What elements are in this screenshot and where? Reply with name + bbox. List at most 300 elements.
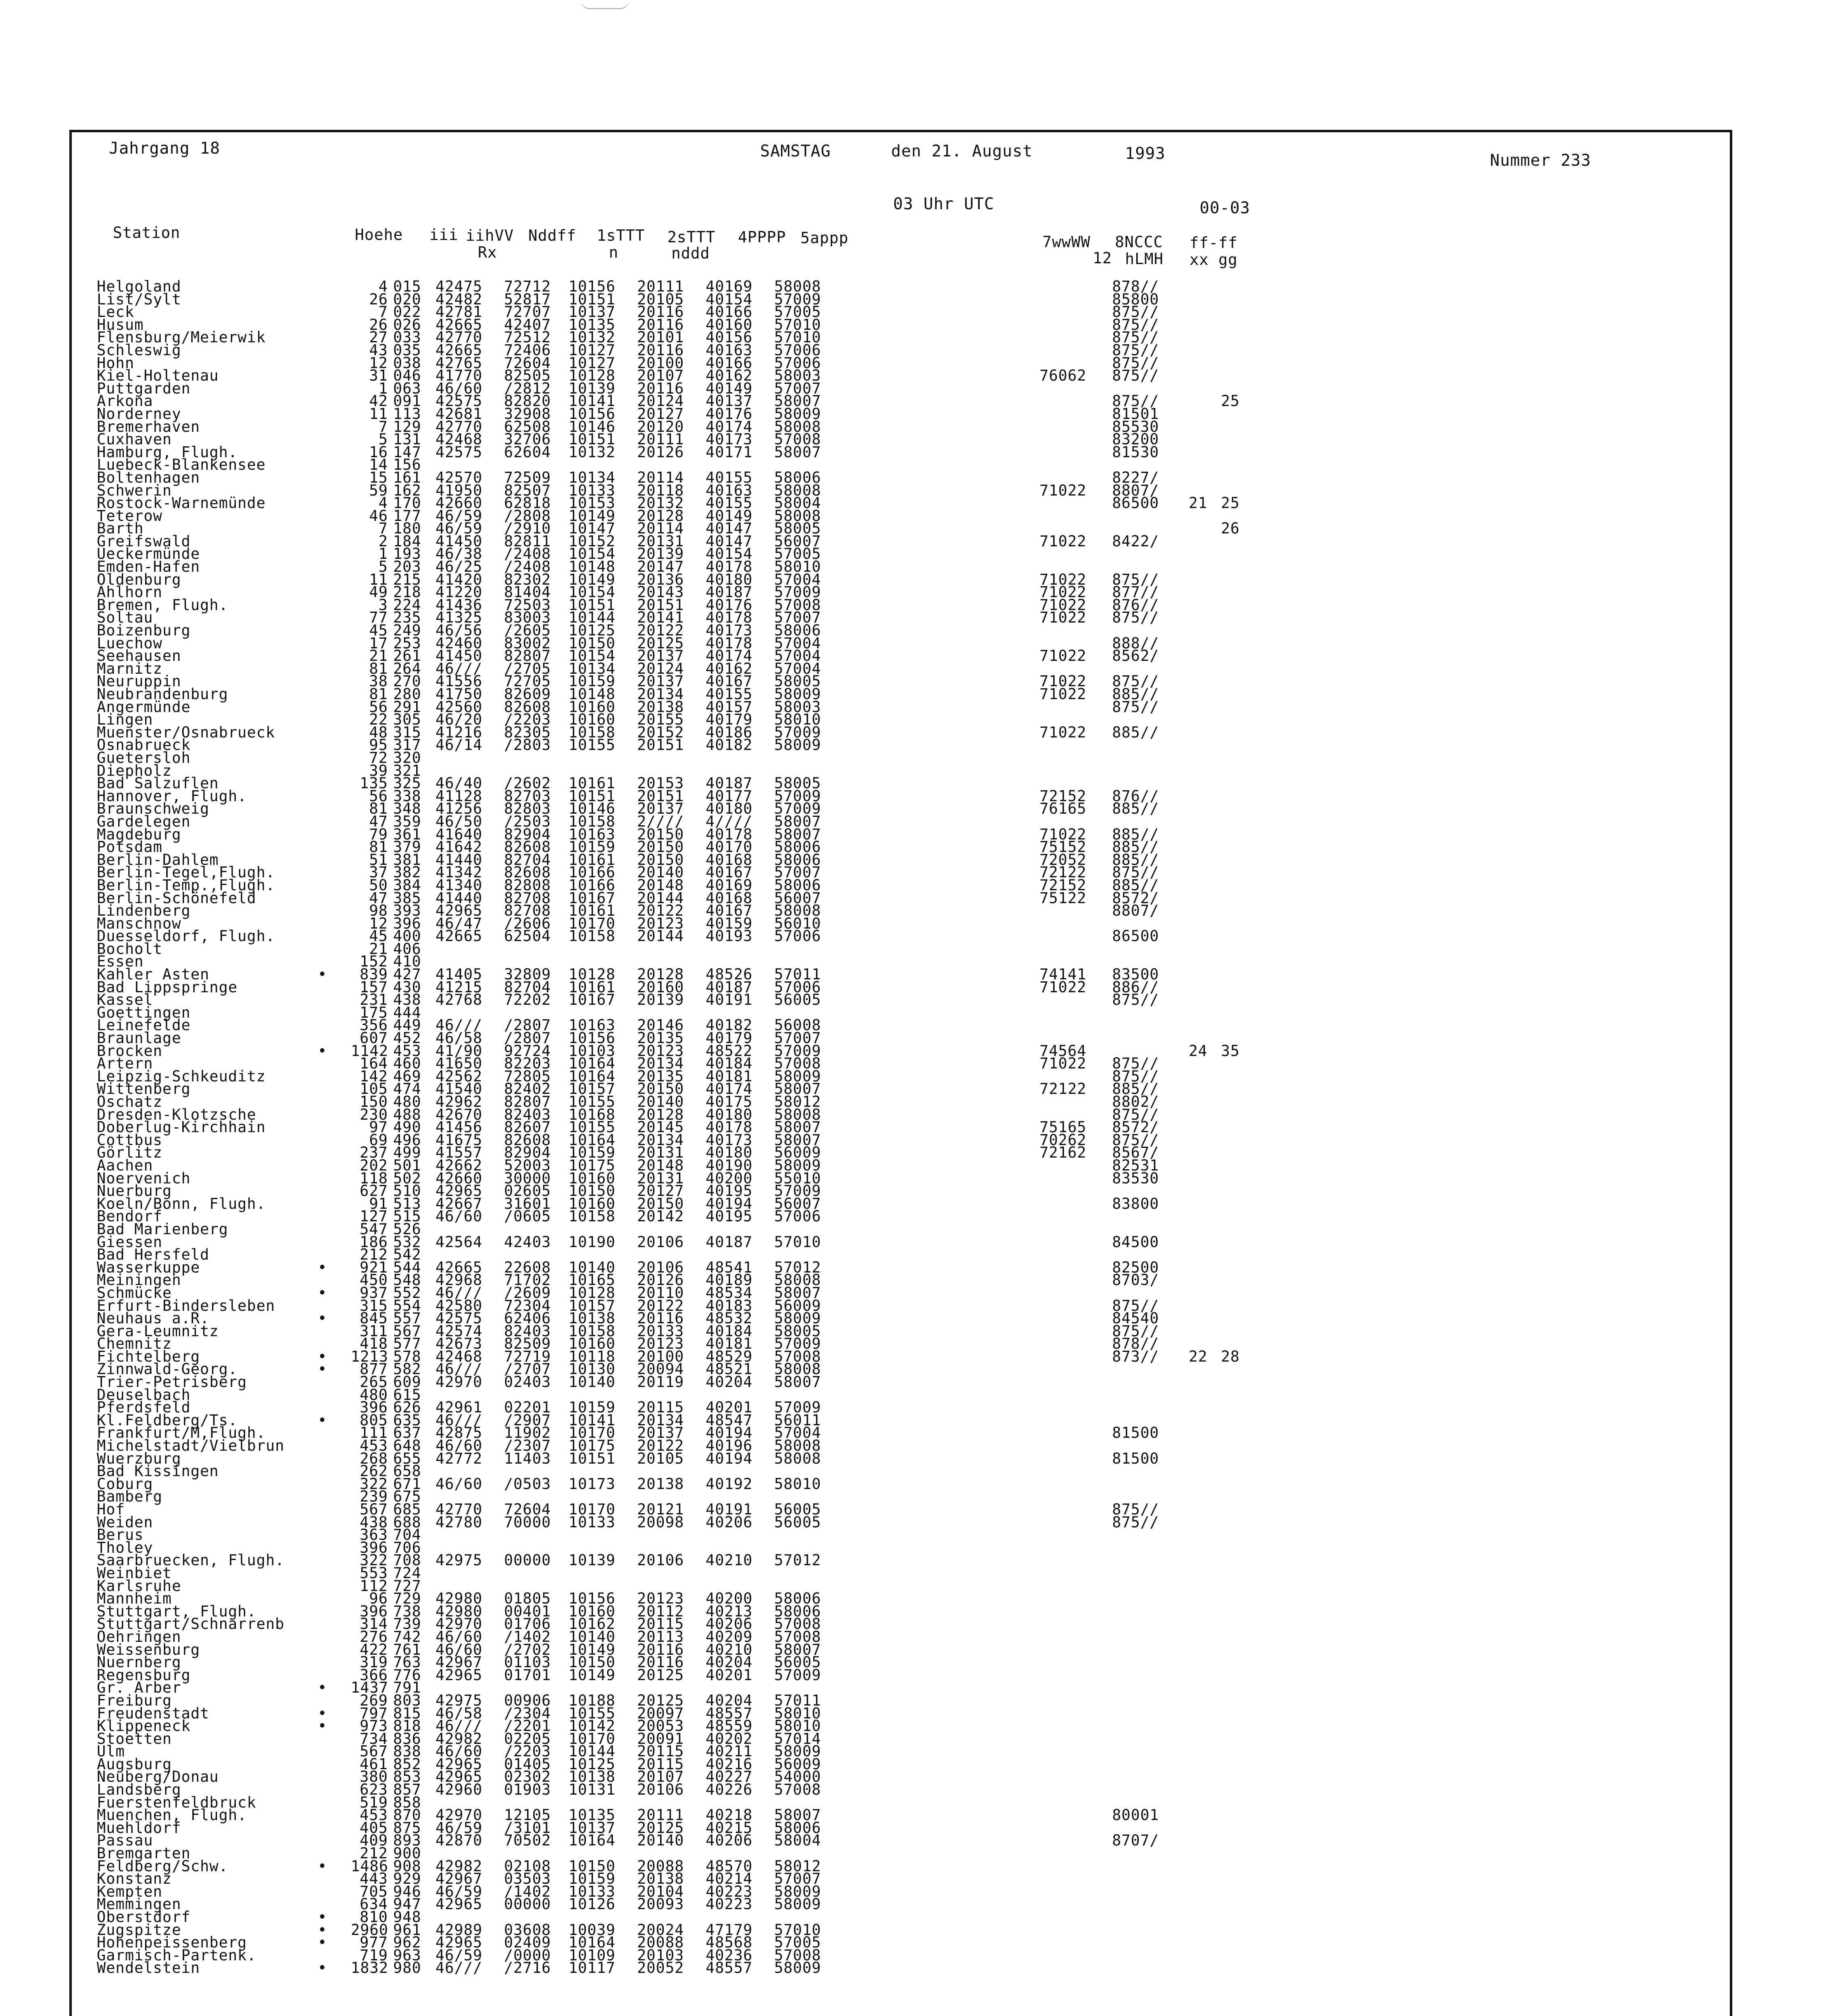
mountain-mark: • <box>318 1284 327 1302</box>
col-2sttt: 2sTTT <box>667 228 716 246</box>
t1-value: 10135 <box>569 316 616 333</box>
station-name: Muehldorf <box>97 1819 181 1837</box>
t2-value: 20110 <box>637 1284 684 1302</box>
height-value: 409 <box>360 1832 388 1849</box>
station-row <box>97 1271 1710 1289</box>
tendency-value: 58003 <box>774 698 821 716</box>
station-name: Saarbruecken, Flugh. <box>97 1552 285 1569</box>
station-id: 224 <box>393 596 421 614</box>
observation-time: 03 Uhr UTC <box>893 195 994 213</box>
station-name: Wendelstein <box>97 1959 200 1977</box>
station-id: 400 <box>393 927 421 945</box>
station-id: 177 <box>393 507 421 525</box>
iihvv-value: 46/60 <box>435 1743 483 1760</box>
t1-value: 10159 <box>569 1399 616 1416</box>
nddff-value: /2503 <box>504 812 551 830</box>
t2-value: 20052 <box>637 1959 684 1977</box>
height-value: 276 <box>360 1628 388 1645</box>
tendency-value: 58007 <box>774 1118 821 1136</box>
tendency-value: 58009 <box>774 685 821 703</box>
t1-value: 10134 <box>569 469 616 486</box>
iihvv-value: 42665 <box>435 927 483 945</box>
station-row <box>97 1730 1710 1747</box>
cloud-code: 885// <box>1112 825 1159 843</box>
pressure-value: 40192 <box>706 1475 753 1493</box>
height-value: 805 <box>360 1411 388 1429</box>
station-id: 361 <box>393 825 421 843</box>
station-row <box>97 1462 1710 1480</box>
iihvv-value: 41650 <box>435 1055 483 1073</box>
gust-value-2: 28 <box>1221 1347 1240 1365</box>
iihvv-value: 42770 <box>435 1501 483 1518</box>
station-name: Oschatz <box>97 1093 162 1110</box>
station-id: 836 <box>393 1730 421 1747</box>
t2-value: 20137 <box>637 647 684 665</box>
station-name: Bad Marienberg <box>97 1220 228 1238</box>
nddff-value: 52003 <box>504 1156 551 1174</box>
station-name: Schleswig <box>97 341 181 359</box>
station-id: 381 <box>393 851 421 868</box>
height-value: 45 <box>369 622 388 639</box>
t1-value: 10159 <box>569 838 616 856</box>
pressure-value: 40176 <box>706 596 753 614</box>
t1-value: 10190 <box>569 1233 616 1251</box>
col-2sttt-sub: nddd <box>671 244 710 262</box>
station-name: Nuerburg <box>97 1182 172 1200</box>
nddff-value: 82708 <box>504 902 551 920</box>
nddff-value: 02108 <box>504 1857 551 1875</box>
station-id: 948 <box>393 1908 421 1926</box>
pressure-value: 40216 <box>706 1755 753 1773</box>
t2-value: 20107 <box>637 367 684 385</box>
t2-value: 20136 <box>637 571 684 588</box>
tendency-value: 58009 <box>774 1743 821 1760</box>
t1-value: 10150 <box>569 1654 616 1671</box>
tendency-value: 58008 <box>774 1271 821 1289</box>
cloud-code: 875// <box>1112 1513 1159 1531</box>
station-id: 724 <box>393 1564 421 1582</box>
nddff-value: 82608 <box>504 698 551 716</box>
pressure-value: 40204 <box>706 1691 753 1709</box>
mountain-mark: • <box>318 966 327 983</box>
cloud-code: 885// <box>1112 723 1159 741</box>
t2-value: 20123 <box>637 1590 684 1608</box>
nddff-value: 02302 <box>504 1768 551 1786</box>
t1-value: 10156 <box>569 1590 616 1608</box>
height-value: 81 <box>369 800 388 818</box>
station-name: Görlitz <box>97 1144 162 1162</box>
nddff-value: 01103 <box>504 1654 551 1671</box>
station-row <box>97 290 1710 308</box>
station-table <box>97 278 1710 1977</box>
station-name: Schwerin <box>97 481 172 499</box>
nddff-value: 00906 <box>504 1691 551 1709</box>
nddff-value: 82703 <box>504 787 551 805</box>
station-id: 384 <box>393 876 421 894</box>
cloud-code: 875// <box>1112 329 1159 346</box>
iihvv-value: 41450 <box>435 532 483 550</box>
iihvv-value: 42772 <box>435 1450 483 1467</box>
station-row <box>97 1921 1710 1939</box>
height-value: 48 <box>369 723 388 741</box>
nddff-value: 72719 <box>504 1347 551 1365</box>
iihvv-value: 42962 <box>435 1093 483 1110</box>
height-value: 356 <box>360 1016 388 1034</box>
station-id: 261 <box>393 647 421 665</box>
weather-code: 70262 <box>1040 1131 1087 1149</box>
t2-value: 20088 <box>637 1857 684 1875</box>
nddff-value: 92724 <box>504 1042 551 1060</box>
station-id: 962 <box>393 1934 421 1951</box>
height-value: 15 <box>369 469 388 486</box>
station-row <box>97 1055 1710 1073</box>
station-row <box>97 418 1710 435</box>
t2-value: 20138 <box>637 1475 684 1493</box>
tendency-value: 56010 <box>774 914 821 932</box>
tendency-value: 58003 <box>774 367 821 385</box>
height-value: 17 <box>369 634 388 652</box>
col-ff: ff-ff <box>1190 234 1238 252</box>
station-id: 091 <box>393 392 421 410</box>
nddff-value: 01706 <box>504 1615 551 1633</box>
station-row <box>97 685 1710 703</box>
pressure-value: 40227 <box>706 1768 753 1786</box>
height-value: 734 <box>360 1730 388 1747</box>
station-id: 857 <box>393 1781 421 1799</box>
station-row <box>97 1602 1710 1620</box>
tendency-value: 58006 <box>774 851 821 868</box>
station-row <box>97 777 1710 790</box>
height-value: 2 <box>378 532 388 550</box>
tendency-value: 56007 <box>774 1195 821 1212</box>
pressure-value: 40177 <box>706 787 753 805</box>
height-value: 705 <box>360 1883 388 1900</box>
station-row <box>97 1297 1710 1314</box>
tendency-value: 57006 <box>774 1208 821 1225</box>
pressure-value: 40178 <box>706 1118 753 1136</box>
pressure-value: 40204 <box>706 1373 753 1391</box>
nddff-value: /0000 <box>504 1946 551 1964</box>
station-name: Leinefelde <box>97 1016 191 1034</box>
t2-value: 20122 <box>637 1437 684 1455</box>
nddff-value: 72509 <box>504 469 551 486</box>
station-name: Hohenpeissenberg <box>97 1934 247 1951</box>
station-id: 162 <box>393 481 421 499</box>
iihvv-value: 42765 <box>435 354 483 372</box>
tendency-value: 58008 <box>774 481 821 499</box>
tendency-value: 58009 <box>774 736 821 754</box>
station-id: 510 <box>393 1182 421 1200</box>
tendency-value: 56011 <box>774 1411 821 1429</box>
t1-value: 10188 <box>569 1691 616 1709</box>
weather-code: 76062 <box>1040 367 1087 385</box>
t2-value: 20153 <box>637 775 684 792</box>
pressure-value: 48568 <box>706 1934 753 1951</box>
station-name: Noervenich <box>97 1169 191 1187</box>
iihvv-value: 41540 <box>435 1080 483 1098</box>
station-id: 382 <box>393 864 421 881</box>
t2-value: 20053 <box>637 1717 684 1735</box>
pressure-value: 40226 <box>706 1781 753 1799</box>
station-id: 449 <box>393 1016 421 1034</box>
tendency-value: 57006 <box>774 927 821 945</box>
station-name: Deuselbach <box>97 1386 191 1404</box>
station-name: Bremen, Flugh. <box>97 596 228 614</box>
station-row <box>97 1095 1710 1108</box>
iihvv-value: 41950 <box>435 481 483 499</box>
height-value: 46 <box>369 507 388 525</box>
t2-value: 20150 <box>637 851 684 868</box>
nddff-value: 72304 <box>504 1297 551 1314</box>
weather-code: 71022 <box>1040 685 1087 703</box>
height-value: 311 <box>360 1322 388 1340</box>
iihvv-value: 41675 <box>435 1131 483 1149</box>
nddff-value: 02205 <box>504 1730 551 1747</box>
nddff-value: 70502 <box>504 1832 551 1849</box>
height-value: 164 <box>360 1055 388 1073</box>
station-id: 552 <box>393 1284 421 1302</box>
nddff-value: 83003 <box>504 609 551 627</box>
station-row <box>97 800 1710 818</box>
t2-value: 20131 <box>637 1169 684 1187</box>
pressure-value: 40168 <box>706 851 753 868</box>
pressure-value: 40156 <box>706 329 753 346</box>
nddff-value: 72202 <box>504 991 551 1009</box>
pressure-value: 40182 <box>706 736 753 754</box>
station-row <box>97 558 1710 576</box>
station-name: Braunlage <box>97 1029 181 1047</box>
station-name: Husum <box>97 316 144 333</box>
station-name: Kempten <box>97 1883 162 1900</box>
height-value: 239 <box>360 1488 388 1506</box>
pressure-value: 40167 <box>706 864 753 881</box>
t2-value: 20137 <box>637 800 684 818</box>
station-name: Wasserkuppe <box>97 1258 200 1276</box>
tendency-value: 58006 <box>774 622 821 639</box>
station-row <box>97 1691 1710 1709</box>
nddff-value: 00401 <box>504 1602 551 1620</box>
station-row <box>97 1118 1710 1136</box>
station-name: Kassel <box>97 991 153 1009</box>
station-row <box>97 1182 1710 1200</box>
height-value: 38 <box>369 673 388 690</box>
iihvv-value: 41450 <box>435 647 483 665</box>
nddff-value: 31601 <box>504 1195 551 1212</box>
station-row <box>97 1452 1710 1465</box>
pressure-value: 40154 <box>706 290 753 308</box>
pressure-value: 40180 <box>706 1106 753 1123</box>
t2-value: 20105 <box>637 290 684 308</box>
tendency-value: 57008 <box>774 1628 821 1645</box>
pressure-value: 40206 <box>706 1832 753 1849</box>
height-value: 81 <box>369 660 388 677</box>
t2-value: 20140 <box>637 1832 684 1849</box>
station-id: 035 <box>393 341 421 359</box>
tendency-value: 58012 <box>774 1093 821 1110</box>
cloud-code: 875// <box>1112 316 1159 333</box>
station-id: 852 <box>393 1755 421 1773</box>
t1-value: 10170 <box>569 1501 616 1518</box>
iihvv-value: 41128 <box>435 787 483 805</box>
station-name: Oehringen <box>97 1628 181 1645</box>
station-id: 515 <box>393 1208 421 1225</box>
t2-value: 20137 <box>637 1424 684 1442</box>
iihvv-value: 42960 <box>435 1781 483 1799</box>
station-name: Konstanz <box>97 1870 172 1888</box>
station-name: Puttgarden <box>97 379 191 397</box>
height-value: 450 <box>360 1271 388 1289</box>
pressure-value: 40201 <box>706 1399 753 1416</box>
nddff-value: 82305 <box>504 723 551 741</box>
pressure-value: 40180 <box>706 1144 753 1162</box>
station-row <box>97 522 1710 535</box>
station-name: Soltau <box>97 609 153 627</box>
t2-value: 20124 <box>637 392 684 410</box>
station-name: Cuxhaven <box>97 431 172 448</box>
station-row <box>97 825 1710 843</box>
station-name: Freiburg <box>97 1691 172 1709</box>
pressure-value: 40211 <box>706 1743 753 1760</box>
tendency-value: 57006 <box>774 354 821 372</box>
tendency-value: 54000 <box>774 1768 821 1786</box>
cloud-code: 875// <box>1112 367 1159 385</box>
pressure-value: 40147 <box>706 520 753 537</box>
nddff-value: 82807 <box>504 1093 551 1110</box>
t2-value: 20134 <box>637 1411 684 1429</box>
t1-value: 10144 <box>569 609 616 627</box>
station-id: 578 <box>393 1347 421 1365</box>
nddff-value: 02605 <box>504 1182 551 1200</box>
tendency-value: 58009 <box>774 1156 821 1174</box>
t1-value: 10157 <box>569 1080 616 1098</box>
station-id: 929 <box>393 1870 421 1888</box>
station-row <box>97 443 1710 461</box>
cloud-code: 86500 <box>1112 494 1159 512</box>
t1-value: 10137 <box>569 303 616 321</box>
t1-value: 10161 <box>569 851 616 868</box>
station-name: Wittenberg <box>97 1080 191 1098</box>
height-value: 845 <box>360 1310 388 1327</box>
t2-value: 20148 <box>637 1156 684 1174</box>
station-name: Bocholt <box>97 940 162 958</box>
station-row <box>97 1717 1710 1735</box>
height-value: 97 <box>369 1118 388 1136</box>
weather-code: 76165 <box>1040 800 1087 818</box>
pressure-value: 40223 <box>706 1895 753 1913</box>
tendency-value: 58008 <box>774 418 821 435</box>
station-row <box>97 953 1710 971</box>
height-value: 11 <box>369 405 388 423</box>
station-row <box>97 1335 1710 1353</box>
pressure-value: 40183 <box>706 1297 753 1314</box>
station-name: Neuberg/Donau <box>97 1768 219 1786</box>
station-row <box>97 1144 1710 1162</box>
station-row <box>97 1246 1710 1264</box>
iihvv-value: 41436 <box>435 596 483 614</box>
t2-value: 20106 <box>637 1233 684 1251</box>
tendency-value: 57006 <box>774 341 821 359</box>
nddff-value: 32908 <box>504 405 551 423</box>
t1-value: 10158 <box>569 1322 616 1340</box>
t2-value: 20135 <box>637 1067 684 1085</box>
pressure-value: 40174 <box>706 1080 753 1098</box>
iihvv-value: 41556 <box>435 673 483 690</box>
station-id: 460 <box>393 1055 421 1073</box>
nddff-value: /2807 <box>504 1016 551 1034</box>
t2-value: 20100 <box>637 1347 684 1365</box>
height-value: 186 <box>360 1233 388 1251</box>
pressure-value: 40162 <box>706 367 753 385</box>
cloud-code: 8802/ <box>1112 1093 1159 1110</box>
station-id: 980 <box>393 1959 421 1977</box>
cloud-code: 81500 <box>1112 1424 1159 1442</box>
station-name: Kl.Feldberg/Ts. <box>97 1411 238 1429</box>
station-row <box>97 876 1710 894</box>
height-value: 453 <box>360 1806 388 1824</box>
station-id: 379 <box>393 838 421 856</box>
station-name: Mannheim <box>97 1590 172 1608</box>
nddff-value: 82302 <box>504 571 551 588</box>
weather-code: 75165 <box>1040 1118 1087 1136</box>
station-id: 131 <box>393 431 421 448</box>
station-id: 129 <box>393 418 421 435</box>
station-name: Gera-Leumnitz <box>97 1322 219 1340</box>
station-name: Klippeneck <box>97 1717 191 1735</box>
station-name: Regensburg <box>97 1666 191 1684</box>
pressure-value: 40169 <box>706 278 753 295</box>
station-row <box>97 1908 1710 1926</box>
station-name: Helgoland <box>97 278 181 295</box>
station-id: 410 <box>393 953 421 971</box>
nddff-value: /0503 <box>504 1475 551 1493</box>
station-row <box>97 968 1710 981</box>
t1-value: 10118 <box>569 1347 616 1365</box>
t2-value: 20150 <box>637 1195 684 1212</box>
tendency-value: 58010 <box>774 558 821 576</box>
pressure-value: 40174 <box>706 647 753 665</box>
iihvv-value: 42560 <box>435 698 483 716</box>
t2-value: 20134 <box>637 1131 684 1149</box>
height-value: 1832 <box>351 1959 389 1977</box>
tendency-value: 58010 <box>774 1704 821 1722</box>
height-value: 21 <box>369 940 388 958</box>
cloud-code: 875// <box>1112 1322 1159 1340</box>
t2-value: 2//// <box>637 812 684 830</box>
iihvv-value: 41342 <box>435 864 483 881</box>
t1-value: 10151 <box>569 1450 616 1467</box>
station-row <box>97 1577 1710 1595</box>
height-value: 112 <box>360 1577 388 1595</box>
t2-value: 20114 <box>637 469 684 486</box>
cloud-code: 8227/ <box>1112 469 1159 486</box>
pressure-value: 40206 <box>706 1513 753 1531</box>
pressure-value: 40162 <box>706 660 753 677</box>
station-name: Gr. Arber <box>97 1679 181 1697</box>
station-id: 544 <box>393 1258 421 1276</box>
nddff-value: 82403 <box>504 1106 551 1123</box>
mountain-mark: • <box>318 1717 327 1735</box>
cloud-code: 875// <box>1112 354 1159 372</box>
station-row <box>97 914 1710 932</box>
t2-value: 20116 <box>637 303 684 321</box>
height-value: 480 <box>360 1386 388 1404</box>
nddff-value: 72503 <box>504 596 551 614</box>
weather-code: 71022 <box>1040 673 1087 690</box>
nddff-value: /2609 <box>504 1284 551 1302</box>
t2-value: 20116 <box>637 379 684 397</box>
iihvv-value: 46/40 <box>435 775 483 792</box>
station-name: Meiningen <box>97 1271 181 1289</box>
